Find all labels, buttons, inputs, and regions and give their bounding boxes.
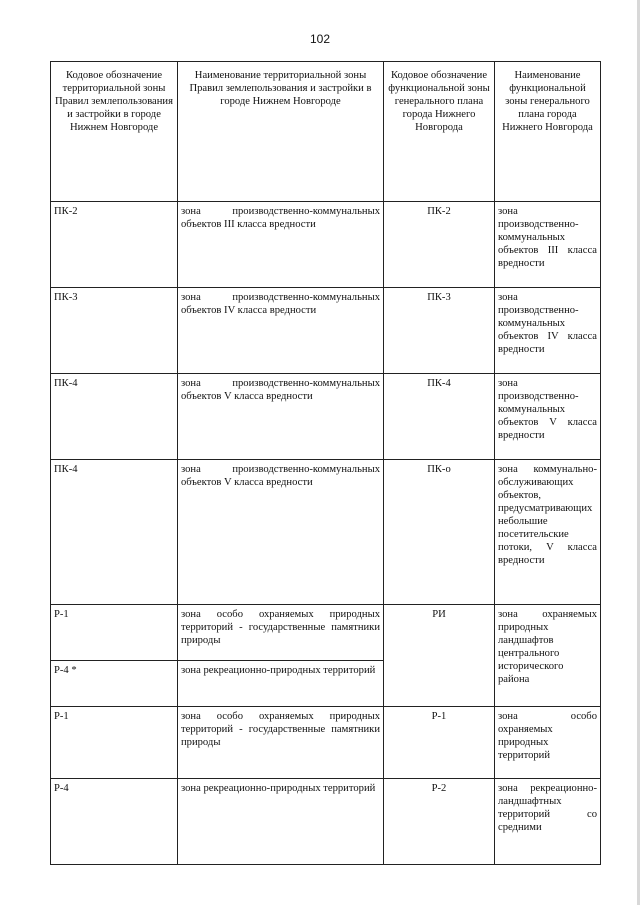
functional-code-cell: ПК-4 (384, 374, 495, 460)
page-number: 102 (309, 32, 331, 46)
functional-name-cell: зона производственно-коммунальных объектов IV класса вредности (495, 288, 601, 374)
header-zone-name: Наименование территориальной зоны Правил землепользования и застройки в городе Нижнем Новгороде (178, 62, 384, 202)
functional-code-cell: ПК-о (384, 460, 495, 605)
functional-name-cell: зона производственно-коммунальных объектов V класса вредности (495, 374, 601, 460)
zone-name-cell: зона производственно-коммунальных объектов V класса вредности (178, 374, 384, 460)
zone-name-cell: зона рекреационно-природных территорий (178, 779, 384, 865)
zone-name-cell: зона рекреационно-природных территорий (178, 661, 384, 707)
functional-name-cell: зона особо охраняемых природных территорий (495, 707, 601, 779)
functional-name-cell: зона производственно-коммунальных объектов III класса вредности (495, 202, 601, 288)
table-row (51, 288, 601, 374)
header-zone-code: Кодовое обозначение территориальной зоны Правил землепользования и застройки в городе Нижнем Новгороде (51, 62, 178, 202)
functional-code-cell: ПК-3 (384, 288, 495, 374)
functional-name-cell: зона коммунально-обслуживающих объектов, предусматривающих небольшие посетительские потоки, V класса вредности (495, 460, 601, 605)
table-row (51, 202, 601, 288)
zone-name-cell: зона особо охраняемых природных территорий - государственные памятники природы (178, 707, 384, 779)
functional-code-cell: Р-2 (384, 779, 495, 865)
zone-name-cell: зона особо охраняемых природных территорий - государственные памятники природы (178, 605, 384, 661)
header-functional-name: Наименование функциональной зоны генерального плана города Нижнего Новгорода (495, 62, 601, 202)
table-row (51, 460, 601, 605)
zone-code-cell: ПК-4 (51, 460, 178, 605)
zone-code-cell: Р-1 (51, 605, 178, 661)
zone-code-cell: Р-1 (51, 707, 178, 779)
zone-code-cell: ПК-2 (51, 202, 178, 288)
zone-name-cell: зона производственно-коммунальных объектов V класса вредности (178, 460, 384, 605)
zoning-table (50, 61, 601, 865)
zone-name-cell: зона производственно-коммунальных объектов III класса вредности (178, 202, 384, 288)
table-row (51, 605, 601, 661)
table-row (51, 374, 601, 460)
functional-name-cell: зона охраняемых природных ландшафтов центрального исторического района (495, 605, 601, 707)
functional-code-cell: РИ (384, 605, 495, 707)
zone-code-cell: ПК-3 (51, 288, 178, 374)
zone-code-cell: Р-4 * (51, 661, 178, 707)
functional-code-cell: Р-1 (384, 707, 495, 779)
header-functional-code: Кодовое обозначение функциональной зоны генерального плана города Нижнего Новгорода (384, 62, 495, 202)
functional-name-cell: зона рекреационно-ландшафтных территорий со средними (495, 779, 601, 865)
table-header-row (51, 62, 601, 202)
zone-code-cell: ПК-4 (51, 374, 178, 460)
functional-code-cell: ПК-2 (384, 202, 495, 288)
zone-name-cell: зона производственно-коммунальных объектов IV класса вредности (178, 288, 384, 374)
table-row (51, 779, 601, 865)
table-row (51, 707, 601, 779)
zone-code-cell: Р-4 (51, 779, 178, 865)
